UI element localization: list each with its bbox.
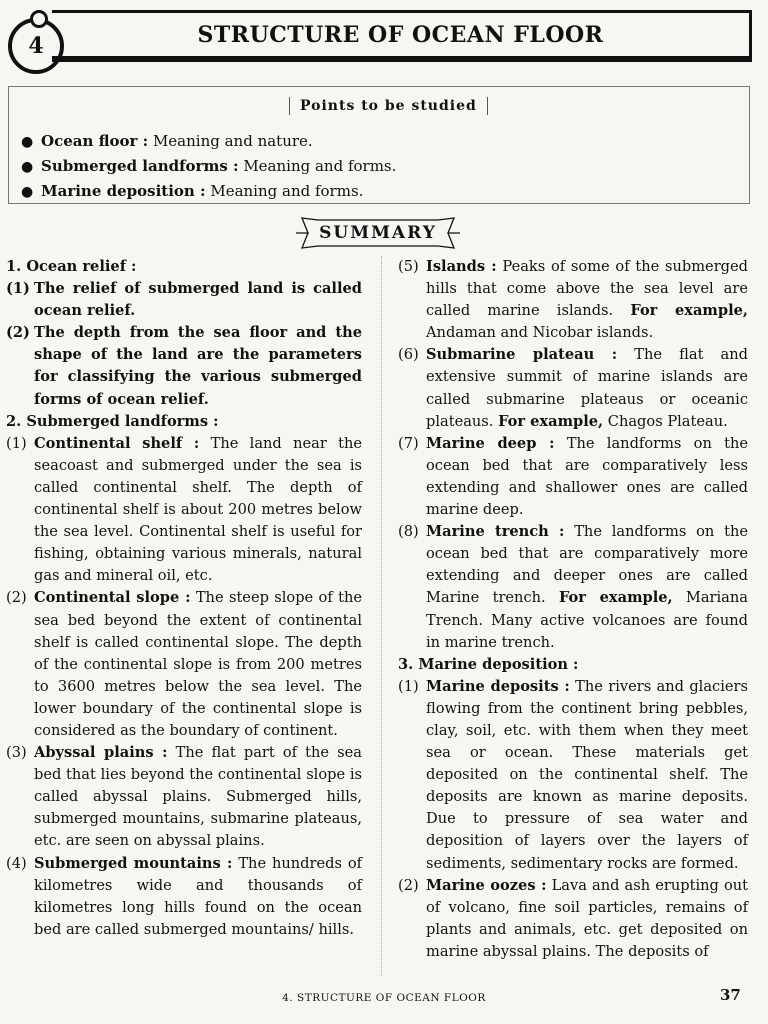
item-number: (6) — [398, 346, 419, 364]
page-title: STRUCTURE OF OCEAN FLOOR — [197, 21, 604, 48]
point-text: Meaning and forms. — [238, 157, 397, 175]
page-number: 37 — [720, 986, 741, 1004]
item-text: The landforms on the ocean bed that are comparatively more extending and deeper ones are called Marine trench. — [426, 523, 749, 607]
item-number: (1) — [6, 434, 27, 452]
left-column — [6, 256, 362, 941]
item-number: (7) — [398, 434, 419, 452]
item-number: (2) — [6, 324, 30, 342]
item-number: (1) — [398, 677, 419, 695]
points-heading: Points to be studied — [289, 97, 488, 115]
item-number: (8) — [398, 523, 419, 541]
title-bar — [52, 10, 752, 62]
item-text: Mariana Trench. Many active volcanoes are found in marine trench. — [426, 589, 748, 651]
list-item — [6, 853, 362, 941]
list-item — [6, 278, 362, 322]
points-to-study-box — [8, 86, 750, 204]
item-number: (5) — [398, 258, 419, 275]
points-item — [21, 129, 396, 154]
bullet-icon: ● — [21, 159, 34, 175]
item-text: Andaman and Nicobar islands. — [426, 324, 654, 342]
points-item — [21, 179, 396, 204]
item-number: (1) — [6, 280, 30, 298]
point-text: Meaning and forms. — [205, 182, 364, 200]
item-number: (2) — [6, 589, 27, 607]
chapter-header — [6, 6, 756, 66]
list-item — [398, 676, 748, 875]
item-number: (2) — [398, 876, 419, 894]
point-text: Meaning and nature. — [148, 132, 313, 150]
item-number: (4) — [6, 854, 27, 872]
list-item — [6, 587, 362, 742]
item-term: Continental shelf : — [34, 434, 200, 452]
example-label: For example, — [630, 302, 748, 320]
item-text: Lava and ash erupting out of volcano, fine soil particles, remains of plants and animals, etc. get deposited on marine abyssal plains. The deposits of — [426, 876, 748, 960]
item-term: Islands : — [426, 258, 497, 275]
item-term: Submerged mountains : — [34, 854, 233, 872]
list-item — [398, 521, 748, 654]
item-text: The landforms on the ocean bed that are comparatively less extending and shallower ones are called marine deep. — [426, 434, 749, 519]
item-term: Continental slope : — [34, 589, 191, 607]
list-item — [398, 433, 748, 521]
list-item — [6, 742, 362, 852]
item-text: The hundreds of kilometres wide and thousands of kilometres long hills found on the ocean bed are called submerged mountains/ hills. — [34, 854, 363, 938]
points-list — [21, 129, 396, 204]
item-term: Marine deep : — [426, 434, 555, 452]
section-heading: 1. Ocean relief : — [6, 258, 137, 275]
item-text: The depth from the sea floor and the shape of the land are the parameters for classifying the various submerged forms of ocean relief. — [34, 324, 362, 408]
column-divider — [381, 256, 382, 976]
item-text: The relief of submerged land is called ocean relief. — [34, 280, 362, 320]
point-term: Marine deposition : — [41, 182, 206, 200]
summary-banner — [288, 216, 468, 250]
item-text: The land near the seacoast and submerged under the sea is called continental shelf. The depth of continental shelf is about 200 metres below the sea level. Continental shelf is useful for fishing, obtaining various minerals, natural gas and mineral oil, etc. — [34, 434, 362, 585]
right-column — [398, 256, 748, 963]
section-heading: 3. Marine deposition : — [398, 655, 579, 673]
item-number: (3) — [6, 744, 27, 762]
item-term: Marine trench : — [426, 523, 565, 541]
example-label: For example, — [498, 412, 604, 430]
summary-label: SUMMARY — [319, 223, 437, 243]
bullet-icon: ● — [21, 184, 34, 200]
point-term: Submerged landforms : — [41, 157, 239, 175]
item-term: Abyssal plains : — [34, 744, 168, 762]
item-text: The rivers and glaciers flowing from the continent bring pebbles, clay, soil, etc. with them when they meet sea or ocean. These materials get deposited on the continental shelf. The deposits are known as marine deposits. Due to pressure of sea water and deposition of layers over the layers of sediments, sedimentary rocks are formed. — [426, 677, 748, 872]
list-item — [6, 322, 362, 410]
item-text: Peaks of some of the submerged hills that come above the sea level are called marine islands. — [426, 258, 748, 320]
item-term: Marine oozes : — [426, 876, 547, 894]
section-heading: 2. Submerged landforms : — [6, 412, 219, 430]
list-item — [398, 875, 748, 963]
chapter-number: 4 — [28, 33, 44, 59]
page-footer: 4. STRUCTURE OF OCEAN FLOOR — [282, 992, 486, 1004]
item-term: Marine deposits : — [426, 677, 570, 695]
bullet-icon: ● — [21, 134, 34, 150]
item-term: Submarine plateau : — [426, 346, 618, 364]
example-label: For example, — [558, 589, 673, 607]
point-term: Ocean floor : — [41, 132, 149, 150]
item-text: Chagos Plateau. — [603, 412, 728, 430]
item-text: The steep slope of the sea bed beyond the extent of continental shelf is called continental slope. The depth of the continental slope is from 200 metres to 3600 metres below the sea level. The lower boundary of the continental slope is considered as the boundary of continent. — [34, 589, 362, 739]
item-text: The flat and extensive summit of marine islands are called submarine plateaus or oceanic plateaus. — [426, 346, 748, 430]
points-item — [21, 154, 396, 179]
list-item — [398, 256, 748, 344]
list-item — [398, 344, 748, 432]
list-item — [6, 433, 362, 588]
item-text: The flat part of the sea bed that lies beyond the continental slope is called abyssal plains. Submerged hills, submerged mountains, submarine plateaus, etc. are seen on abyssal plains. — [34, 744, 363, 850]
